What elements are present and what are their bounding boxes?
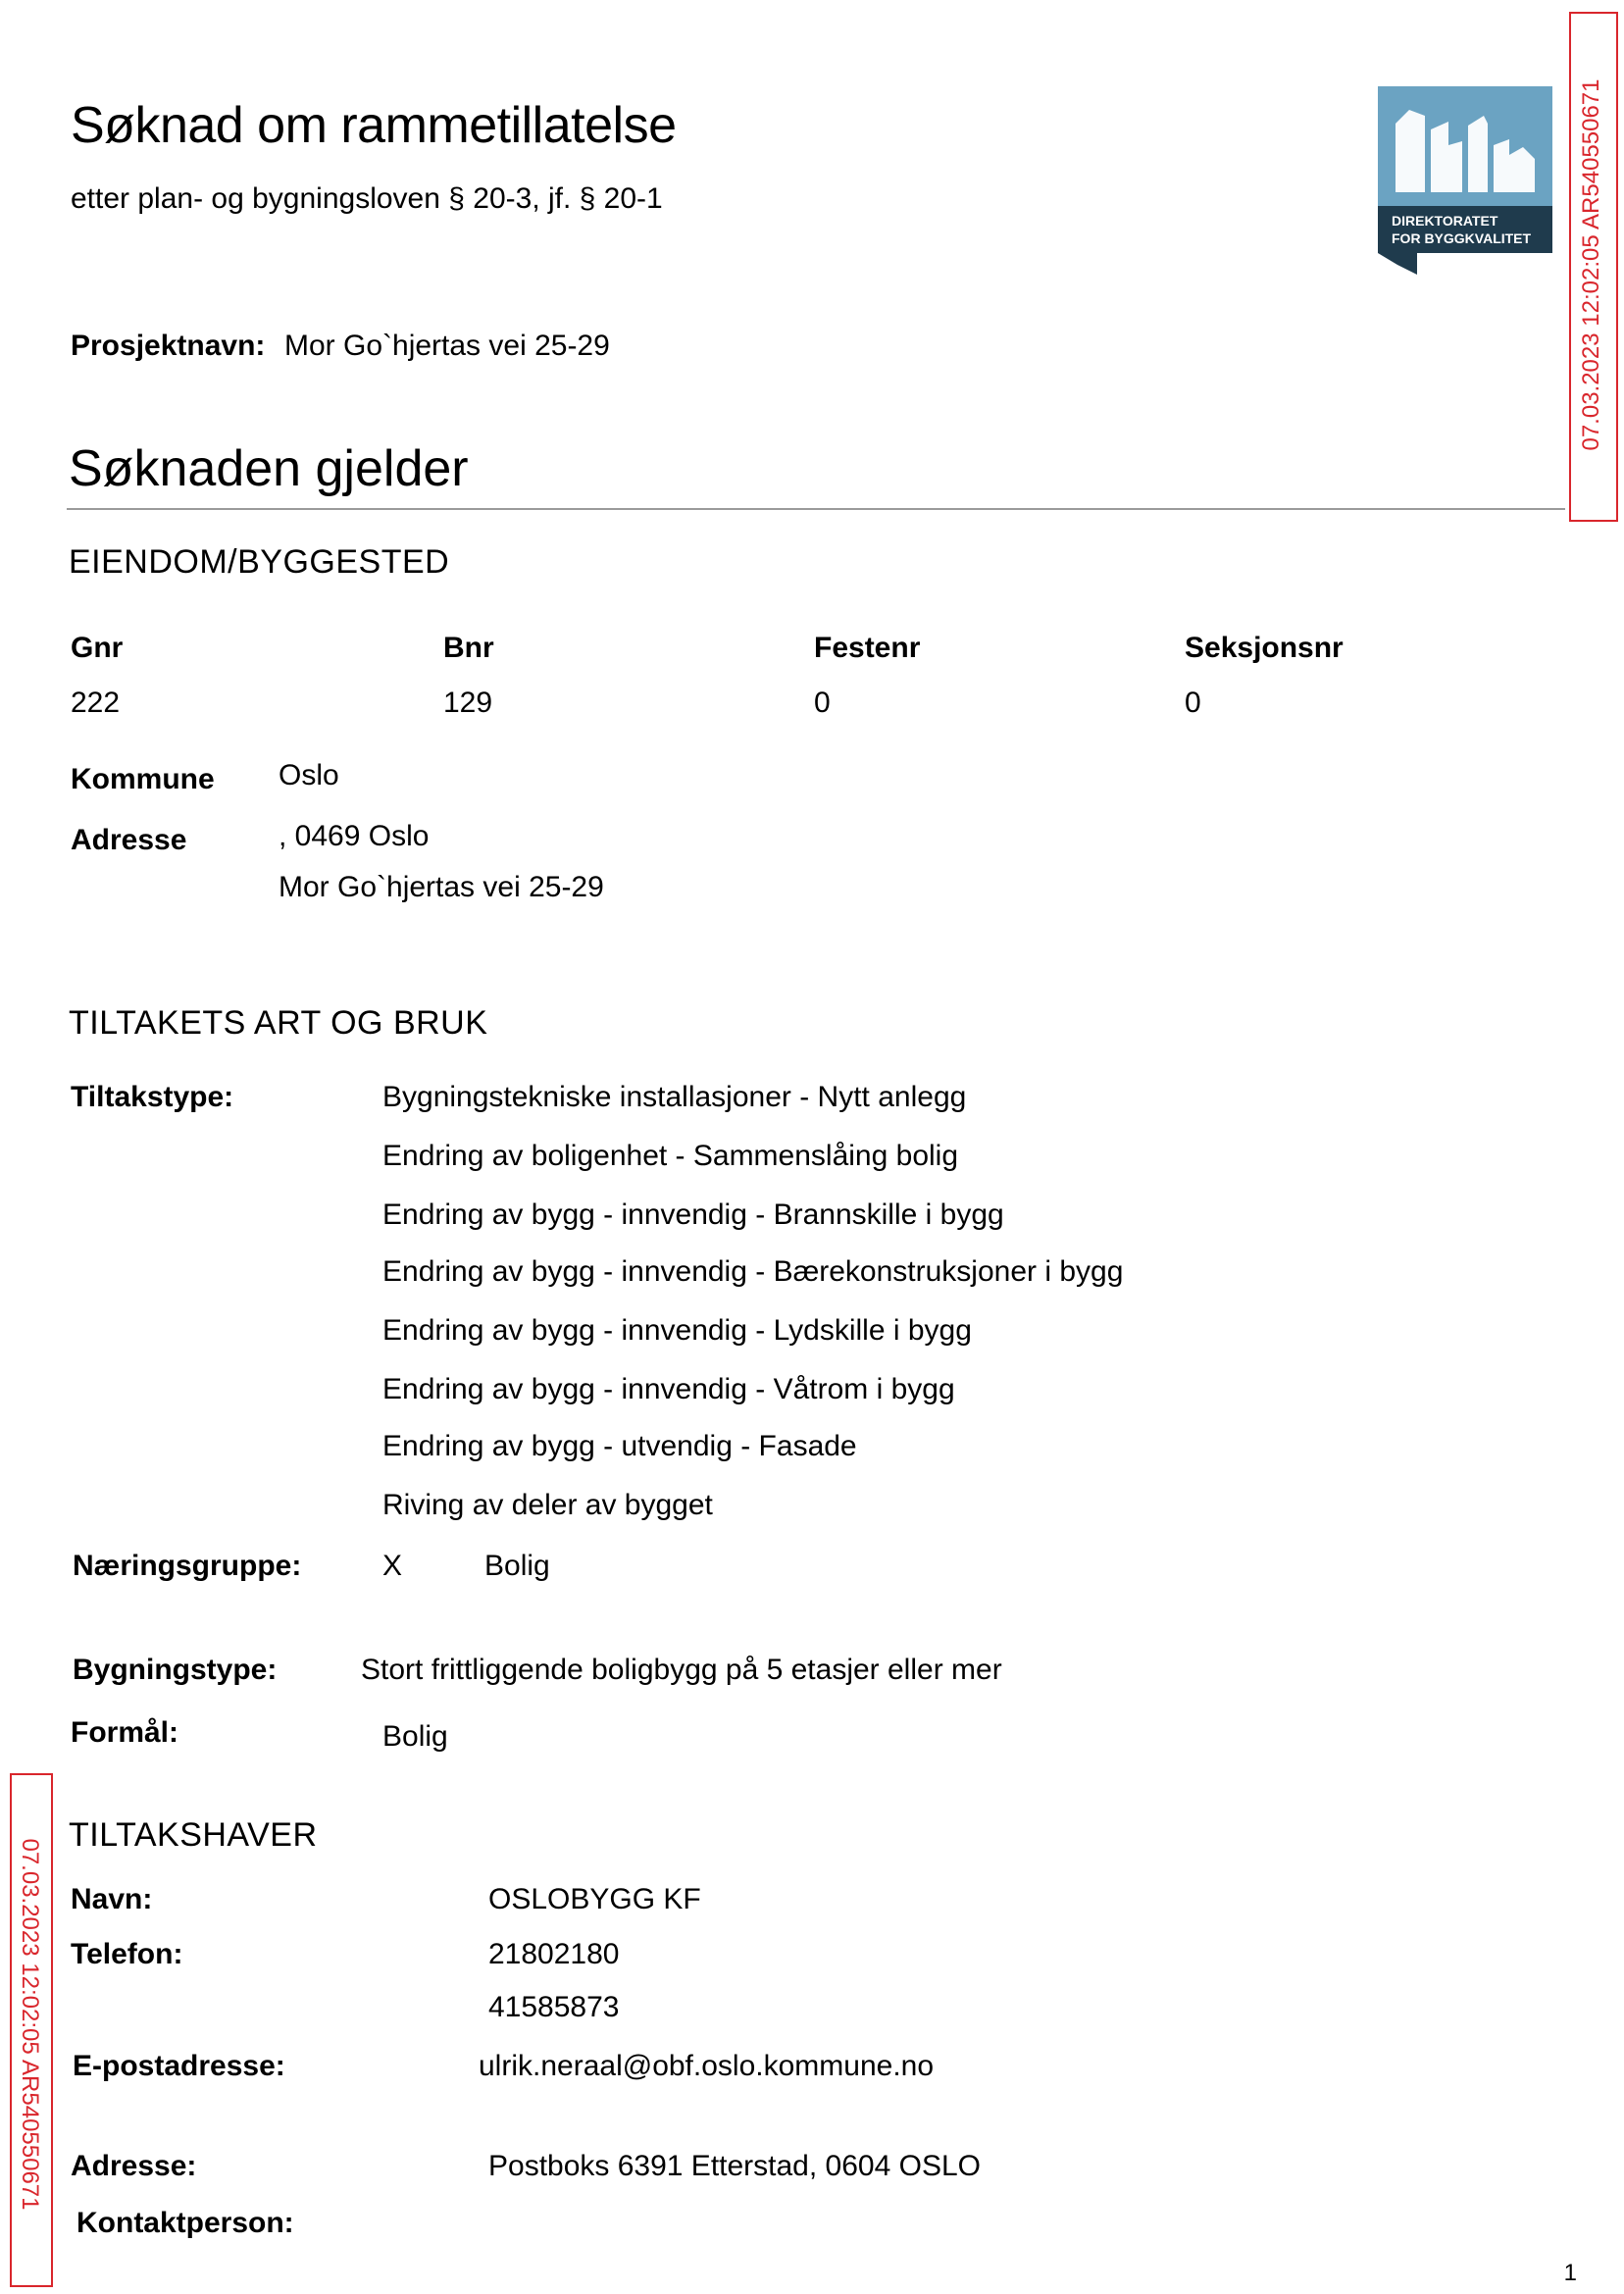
dibk-logo — [1378, 86, 1552, 275]
tiltakstype-item: Endring av bygg - innvendig - Lydskille i bygg — [382, 1314, 972, 1347]
epost-label: E-postadresse: — [73, 2050, 285, 2082]
tiltak-heading: TILTAKETS ART OG BRUK — [69, 1004, 488, 1042]
naeringsgruppe-code: X — [382, 1550, 403, 1582]
seksjonsnr-label: Seksjonsnr — [1185, 632, 1344, 664]
project-label: Prosjektnavn: — [71, 330, 266, 362]
kommune-label: Kommune — [71, 763, 215, 795]
eiendom-heading: EIENDOM/BYGGESTED — [69, 543, 450, 581]
navn-label: Navn: — [71, 1883, 153, 1915]
formal-value: Bolig — [382, 1720, 448, 1753]
tiltakshaver-adresse-value: Postboks 6391 Etterstad, 0604 OSLO — [488, 2150, 981, 2182]
festenr-label: Festenr — [814, 632, 921, 664]
telefon-label: Telefon: — [71, 1938, 183, 1970]
section-title: Søknaden gjelder — [69, 440, 469, 497]
gnr-label: Gnr — [71, 632, 124, 664]
kommune-value: Oslo — [279, 759, 339, 791]
tiltakstype-item: Endring av bygg - innvendig - Bærekonstruksjoner i bygg — [382, 1255, 1124, 1288]
stamp-text-left: 07.03.2023 12:02:05 AR540550671 — [17, 1838, 43, 2211]
logo-text-line1: DIREKTORATET — [1392, 213, 1498, 229]
tiltakstype-item: Bygningstekniske installasjoner - Nytt anlegg — [382, 1081, 967, 1113]
navn-value: OSLOBYGG KF — [488, 1883, 701, 1915]
page-number: 1 — [1563, 2260, 1577, 2286]
adresse-label: Adresse — [71, 824, 187, 856]
page-title: Søknad om rammetillatelse — [71, 97, 677, 154]
section-divider — [67, 508, 1565, 510]
naeringsgruppe-value: Bolig — [484, 1550, 550, 1582]
telefon-value-2: 41585873 — [488, 1991, 620, 2023]
formal-label: Formål: — [71, 1716, 179, 1749]
tiltakstype-item: Endring av bygg - utvendig - Fasade — [382, 1430, 857, 1462]
telefon-value-1: 21802180 — [488, 1938, 620, 1970]
bygningstype-value: Stort frittliggende boligbygg på 5 etasjer eller mer — [361, 1654, 1002, 1686]
tiltakshaver-heading: TILTAKSHAVER — [69, 1816, 318, 1854]
adresse-line1: , 0469 Oslo — [279, 820, 430, 852]
stamp-text-right: 07.03.2023 12:02:05 AR540550671 — [1578, 78, 1604, 451]
tiltakstype-item: Endring av boligenhet - Sammenslåing bolig — [382, 1140, 959, 1172]
tiltakstype-item: Riving av deler av bygget — [382, 1489, 713, 1521]
page-subtitle: etter plan- og bygningsloven § 20-3, jf. § 20-1 — [71, 182, 663, 215]
tiltakstype-label: Tiltakstype: — [71, 1081, 234, 1113]
epost-value: ulrik.neraal@obf.oslo.kommune.no — [479, 2050, 935, 2082]
adresse-line2: Mor Go`hjertas vei 25-29 — [279, 871, 604, 903]
naeringsgruppe-label: Næringsgruppe: — [73, 1550, 302, 1582]
bnr-value: 129 — [443, 687, 493, 719]
festenr-value: 0 — [814, 687, 831, 719]
logo-text-line2: FOR BYGGKVALITET — [1392, 230, 1532, 246]
tiltakstype-item: Endring av bygg - innvendig - Brannskille i bygg — [382, 1198, 1004, 1231]
gnr-value: 222 — [71, 687, 121, 719]
tiltakshaver-adresse-label: Adresse: — [71, 2150, 197, 2182]
kontaktperson-label: Kontaktperson: — [76, 2207, 294, 2239]
tiltakstype-item: Endring av bygg - innvendig - Våtrom i bygg — [382, 1373, 955, 1405]
bnr-label: Bnr — [443, 632, 494, 664]
project-value: Mor Go`hjertas vei 25-29 — [284, 330, 610, 362]
bygningstype-label: Bygningstype: — [73, 1654, 278, 1686]
seksjonsnr-value: 0 — [1185, 687, 1201, 719]
